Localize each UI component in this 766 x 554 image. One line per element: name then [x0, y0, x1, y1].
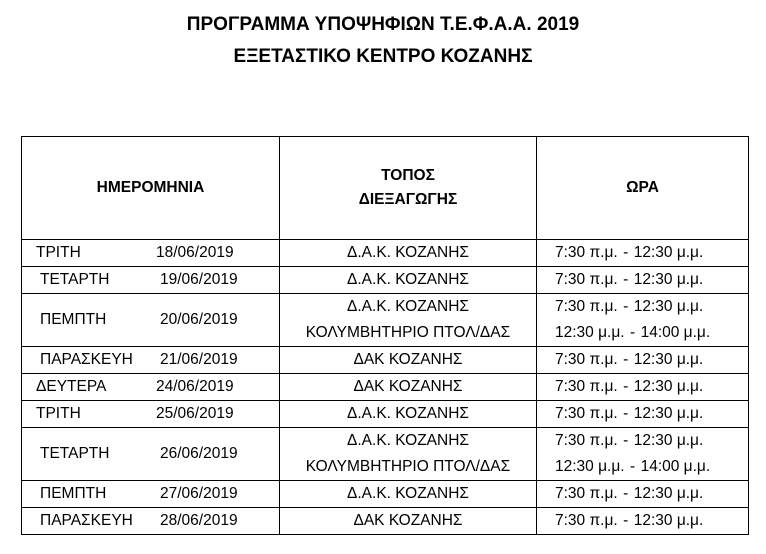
time-range — [555, 481, 748, 507]
day-name: ΠΑΡΑΣΚΕΥΗ — [40, 351, 133, 368]
time-cell — [537, 428, 749, 481]
table-row — [22, 294, 749, 347]
place-name: Δ.Α.Κ. ΚΟΖΑΝΗΣ — [347, 432, 469, 449]
time-start: 7:30 π.μ. — [555, 485, 618, 502]
time-separator: - — [623, 485, 629, 502]
date-value: 25/06/2019 — [156, 405, 234, 422]
place-name: Δ.Α.Κ. ΚΟΖΑΝΗΣ — [347, 485, 469, 502]
time-start: 7:30 π.μ. — [555, 405, 618, 422]
header-place-line1: ΤΟΠΟΣ — [381, 167, 435, 184]
time-end: 14:00 μ.μ. — [640, 458, 711, 475]
time-cell — [537, 401, 749, 428]
time-separator: - — [623, 351, 629, 368]
date-value: 21/06/2019 — [160, 351, 238, 368]
table-row — [22, 481, 749, 508]
time-start: 12:30 μ.μ. — [555, 324, 625, 341]
time-separator: - — [629, 324, 636, 341]
place-name: ΔΑΚ ΚΟΖΑΝΗΣ — [353, 351, 463, 368]
place-name: Δ.Α.Κ. ΚΟΖΑΝΗΣ — [347, 298, 469, 315]
day-name: ΠΕΜΠΤΗ — [40, 485, 107, 502]
time-separator: - — [623, 512, 629, 529]
place-name: Δ.Α.Κ. ΚΟΖΑΝΗΣ — [347, 405, 469, 422]
place-cell — [280, 240, 537, 267]
time-end: 12:30 μ.μ. — [633, 405, 704, 422]
time-separator: - — [623, 244, 629, 261]
time-range — [555, 347, 748, 373]
header-time: ΩΡΑ — [537, 137, 749, 240]
date-cell — [22, 508, 280, 535]
day-name: ΤΡΙΤΗ — [36, 244, 81, 261]
place-cell — [280, 401, 537, 428]
time-separator: - — [623, 271, 629, 288]
time-separator: - — [623, 432, 629, 449]
time-separator: - — [623, 298, 629, 315]
table-row — [22, 374, 749, 401]
time-end: 12:30 μ.μ. — [633, 351, 704, 368]
place-cell — [280, 294, 537, 347]
day-name: ΠΕΜΠΤΗ — [40, 311, 107, 328]
time-start: 7:30 π.μ. — [555, 298, 618, 315]
date-value: 19/06/2019 — [160, 271, 238, 288]
time-range — [555, 374, 748, 400]
header-place — [280, 137, 537, 240]
time-separator: - — [623, 378, 629, 395]
place-cell — [280, 481, 537, 508]
table-header-row — [22, 137, 749, 240]
time-cell — [537, 508, 749, 535]
date-value: 28/06/2019 — [160, 512, 238, 529]
date-cell — [22, 347, 280, 374]
date-value: 26/06/2019 — [160, 445, 238, 462]
date-value: 24/06/2019 — [156, 378, 234, 395]
time-range — [555, 294, 748, 320]
place-name: ΔΑΚ ΚΟΖΑΝΗΣ — [353, 378, 463, 395]
time-start: 7:30 π.μ. — [555, 351, 618, 368]
place-cell — [280, 508, 537, 535]
time-separator: - — [623, 405, 629, 422]
time-cell — [537, 374, 749, 401]
table-row — [22, 240, 749, 267]
time-range — [555, 508, 748, 534]
place-name: ΚΟΛΥΜΒΗΤΗΡΙΟ ΠΤΟΛ/ΔΑΣ — [305, 324, 511, 341]
time-range — [555, 401, 748, 427]
time-start: 7:30 π.μ. — [555, 512, 618, 529]
table-row — [22, 401, 749, 428]
time-start: 7:30 π.μ. — [555, 378, 618, 395]
table-row — [22, 347, 749, 374]
table-row — [22, 267, 749, 294]
date-cell — [22, 240, 280, 267]
time-end: 12:30 μ.μ. — [633, 378, 704, 395]
day-name: ΤΕΤΑΡΤΗ — [40, 445, 110, 462]
date-value: 20/06/2019 — [160, 311, 238, 328]
time-end: 12:30 μ.μ. — [633, 485, 704, 502]
day-name: ΠΑΡΑΣΚΕΥΗ — [40, 512, 133, 529]
day-name: ΤΕΤΑΡΤΗ — [40, 271, 110, 288]
date-cell — [22, 401, 280, 428]
time-end: 12:30 μ.μ. — [633, 512, 704, 529]
time-end: 12:30 μ.μ. — [633, 298, 704, 315]
day-name: ΔΕΥΤΕΡΑ — [36, 378, 107, 395]
time-separator: - — [629, 458, 636, 475]
header-date: ΗΜΕΡΟΜΗΝΙΑ — [22, 137, 280, 240]
date-cell — [22, 481, 280, 508]
time-range — [555, 320, 748, 346]
place-name: ΚΟΛΥΜΒΗΤΗΡΙΟ ΠΤΟΛ/ΔΑΣ — [305, 458, 511, 475]
page-subtitle: ΕΞΕΤΑΣΤΙΚΟ ΚΕΝΤΡΟ ΚΟΖΑΝΗΣ — [233, 46, 533, 67]
page-title: ΠΡΟΓΡΑΜΜΑ ΥΠΟΨΗΦΙΩΝ Τ.Ε.Φ.Α.Α. 2019 — [186, 14, 580, 35]
time-cell — [537, 481, 749, 508]
place-cell — [280, 267, 537, 294]
time-range — [555, 454, 748, 480]
header-place-line2: ΔΙΕΞΑΓΩΓΗΣ — [358, 191, 458, 208]
time-end: 12:30 μ.μ. — [633, 432, 704, 449]
date-value: 18/06/2019 — [156, 244, 234, 261]
time-end: 14:00 μ.μ. — [640, 324, 711, 341]
date-cell — [22, 267, 280, 294]
time-end: 12:30 μ.μ. — [633, 271, 704, 288]
date-cell — [22, 374, 280, 401]
place-cell — [280, 374, 537, 401]
time-start: 7:30 π.μ. — [555, 271, 618, 288]
place-name: Δ.Α.Κ. ΚΟΖΑΝΗΣ — [347, 271, 469, 288]
date-cell — [22, 428, 280, 481]
place-name: ΔΑΚ ΚΟΖΑΝΗΣ — [353, 512, 463, 529]
time-start: 7:30 π.μ. — [555, 244, 618, 261]
time-end: 12:30 μ.μ. — [633, 244, 704, 261]
day-name: ΤΡΙΤΗ — [36, 405, 81, 422]
time-cell — [537, 294, 749, 347]
place-name: Δ.Α.Κ. ΚΟΖΑΝΗΣ — [347, 244, 469, 261]
place-cell — [280, 428, 537, 481]
time-range — [555, 240, 748, 266]
time-cell — [537, 347, 749, 374]
time-start: 7:30 π.μ. — [555, 432, 618, 449]
table-row — [22, 428, 749, 481]
date-cell — [22, 294, 280, 347]
time-start: 12:30 μ.μ. — [555, 458, 625, 475]
table-row — [22, 508, 749, 535]
time-cell — [537, 240, 749, 267]
place-cell — [280, 347, 537, 374]
time-cell — [537, 267, 749, 294]
time-range — [555, 428, 748, 454]
time-range — [555, 267, 748, 293]
date-value: 27/06/2019 — [160, 485, 238, 502]
schedule-table — [21, 136, 749, 535]
